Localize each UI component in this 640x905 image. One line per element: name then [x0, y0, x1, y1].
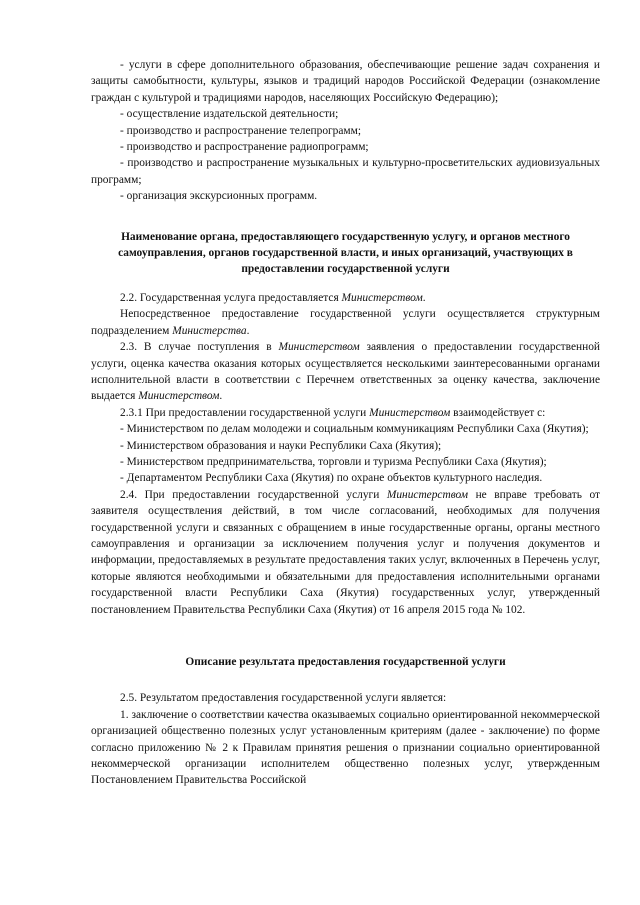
section-heading-authority: Наименование органа, предоставляющего государственную услугу, и органов местного самоуправления, органов государственной власти, и иных организаций, участвующих в предоставлении государственной услуги [118, 230, 573, 276]
list-item: - производство и распространение музыкальных и культурно-просветительских аудиовизуальных программ; [91, 157, 600, 186]
paragraph-2-3-1: 2.3.1 При предоставлении государственной услуги Министерством взаимодействует с: [120, 406, 546, 419]
paragraph-2-3: 2.3. В случае поступления в Министерством заявления о предоставлении государственной услуги, оценка качества оказания которых осуществляется несколькими заинтересованными органами исполнительной власти в соответствии с Перечнем ответственных за оценку качества, заключение выдается Министерством. [91, 341, 600, 403]
ministry-name: Министерства [172, 324, 247, 337]
paragraph-2-2: 2.2. Государственная услуга предоставляется Министерством. [120, 291, 426, 304]
list-item: - Министерством образования и науки Республики Саха (Якутия); [120, 439, 442, 452]
list-item: - Министерством по делам молодежи и социальным коммуникациям Республики Саха (Якутия); [120, 423, 589, 436]
list-item: - производство и распространение радиопрограмм; [120, 141, 369, 154]
list-item: - услуги в сфере дополнительного образования, обеспечивающие решение задач сохранения и защиты самобытности, культуры, языков и традиций народов Российской Федерации (ознакомление граждан с культурой и традициями народов, населяющих Российскую Федерацию); [91, 59, 600, 104]
ministry-name: Министерством [386, 488, 469, 501]
list-item: - осуществление издательской деятельности; [120, 108, 339, 121]
paragraph-2-5: 2.5. Результатом предоставления государственной услуги является: [120, 692, 447, 705]
section-heading-result: Описание результата предоставления государственной услуги [185, 656, 506, 668]
paragraph-direct-provision: Непосредственное предоставление государственной услуги осуществляется структурным подразделением Министерства. [91, 308, 600, 337]
services-list [91, 57, 600, 205]
list-item: - Департаментом Республики Саха (Якутия) по охране объектов культурного наследия. [120, 472, 543, 485]
ministry-name: Министерством [369, 406, 451, 419]
list-item: - организация экскурсионных программ. [120, 190, 318, 203]
list-item: - производство и распространение телепрограмм; [120, 124, 362, 137]
ministry-name: Министерством [138, 390, 220, 403]
interaction-list [91, 421, 600, 487]
paragraph-2-4: 2.4. При предоставлении государственной услуги Министерством не вправе требовать от заявителя осуществления действий, в том числе согласований, необходимых для получения государственной услуги и связанных с обращением в иные государственные органы, органы местного самоуправления и организации за исключением получения услуг и получения документов и информации, предоставляемых в результате предоставления таких услуг, включенных в Перечень услуг, которые являются необходимыми и обязательными для предоставления исполнительными органами государственной власти Республики Саха (Якутия) государственных услуг, утвержденный постановлением Правительства Республики Саха (Якутия) от 16 апреля 2015 года № 102. [91, 488, 600, 616]
list-item: - Министерством предпринимательства, торговли и туризма Республики Саха (Якутия); [120, 455, 547, 468]
numbered-item-1: 1. заключение о соответствии качества оказываемых социально ориентированной некоммерческой организацией общественно полезных услуг установленным критериям (далее - заключение) по форме согласно приложению № 2 к Правилам принятия решения о признании социально ориентированной некоммерческой организации исполнителем общественно полезных услуг, утвержденным Постановлением Правительства Российской [91, 708, 600, 787]
ministry-name: Министерством [278, 341, 360, 354]
ministry-name: Министерством [341, 291, 423, 304]
